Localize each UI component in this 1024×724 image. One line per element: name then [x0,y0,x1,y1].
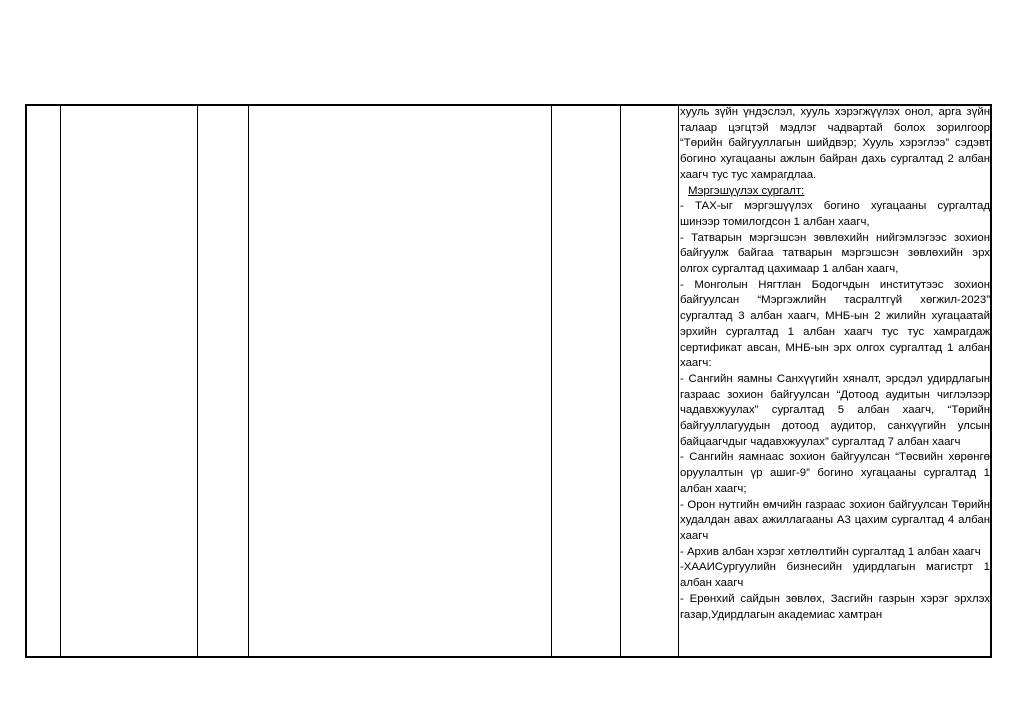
paragraph: - ТАХ-ыг мэргэшүүлэх богино хугацааны сургалтад шинээр томилогдсон 1 албан хаагч, [680,200,990,228]
column-divider [60,104,61,658]
paragraph: - Татварын мэргэшсэн зөвлөхийн нийгэмлэгээс зохион байгуулж байгаа татварын мэргэшсэн зөвлөхийн эрх олгох сургалтад цахимаар 1 албан хаагч, [680,231,990,276]
paragraph: хууль зүйн үндэслэл, хууль хэрэгжүүлэх онол, арга зүйн талаар цэгцтэй мэдлэг чадвартай болох зорилгоор “Төрийн байгууллагын шийдвэр; Хууль хэрэглээ” сэдэвт богино хугацааны ажлын байран дахь сургалтад 2 албан хаагч тус тус хамрагдлаа. [680,106,990,181]
column-divider [248,104,249,658]
section-heading: Мэргэшүүлэх сургалт: [688,184,805,197]
paragraph: - Архив албан хэрэг хөтлөлтийн сургалтад 1 албан хаагч [680,545,981,558]
paragraph: -ХААИСургуулийн бизнесийн удирдлагын магистрт 1 албан хаагч [680,561,990,590]
paragraph: - Сангийн яамнаас зохион байгуулсан “Төсвийн хөрөнгө оруулалтын үр ашиг-9” богино хугацааны сургалтад 1 албан хаагч; [680,451,990,495]
paragraph: - Ерөнхий сайдын зөвлөх, Засгийн газрын хэрэг эрхлэх газар,Удирдлагын академиас хамтран [680,592,990,621]
column-divider [551,104,552,658]
column-divider [620,104,621,658]
paragraph: - Сангийн яамны Санхүүгийн хяналт, эрсдэл удирдлагын газраас зохион байгуулсан “Дотоод аудитын чиглэлээр чадавхжуулах” сургалтад 5 албан хаагч, “Төрийн байгууллагуудын дотоод аудитор, санхүүгийн улсын байцаагчдыг чадавхжуулах” сургалтад 7 албан хаагч [680,372,990,448]
column-divider [197,104,198,658]
column-divider [678,104,679,658]
table-cell-text [680,105,990,623]
paragraph: - Орон нутгийн өмчийн газраас зохион байгуулсан Төрийн худалдан авах ажиллагааны А3 цахим сургалтад 4 албан хаагч [680,498,990,542]
paragraph: - Монголын Нягтлан Бодогчдын институтээс зохион байгуулсан “Мэргэжлийн тасралтгүй хөгжил-2023” сургалтад 3 албан хаагч, МНБ-ын 2 жилийн хугацаатай эрхийн сургалтад 1 албан хаагч тус тус хамрагдаж сертификат авсан, МНБ-ын эрх олгох сургалтад 1 албан хаагч: [680,278,990,370]
